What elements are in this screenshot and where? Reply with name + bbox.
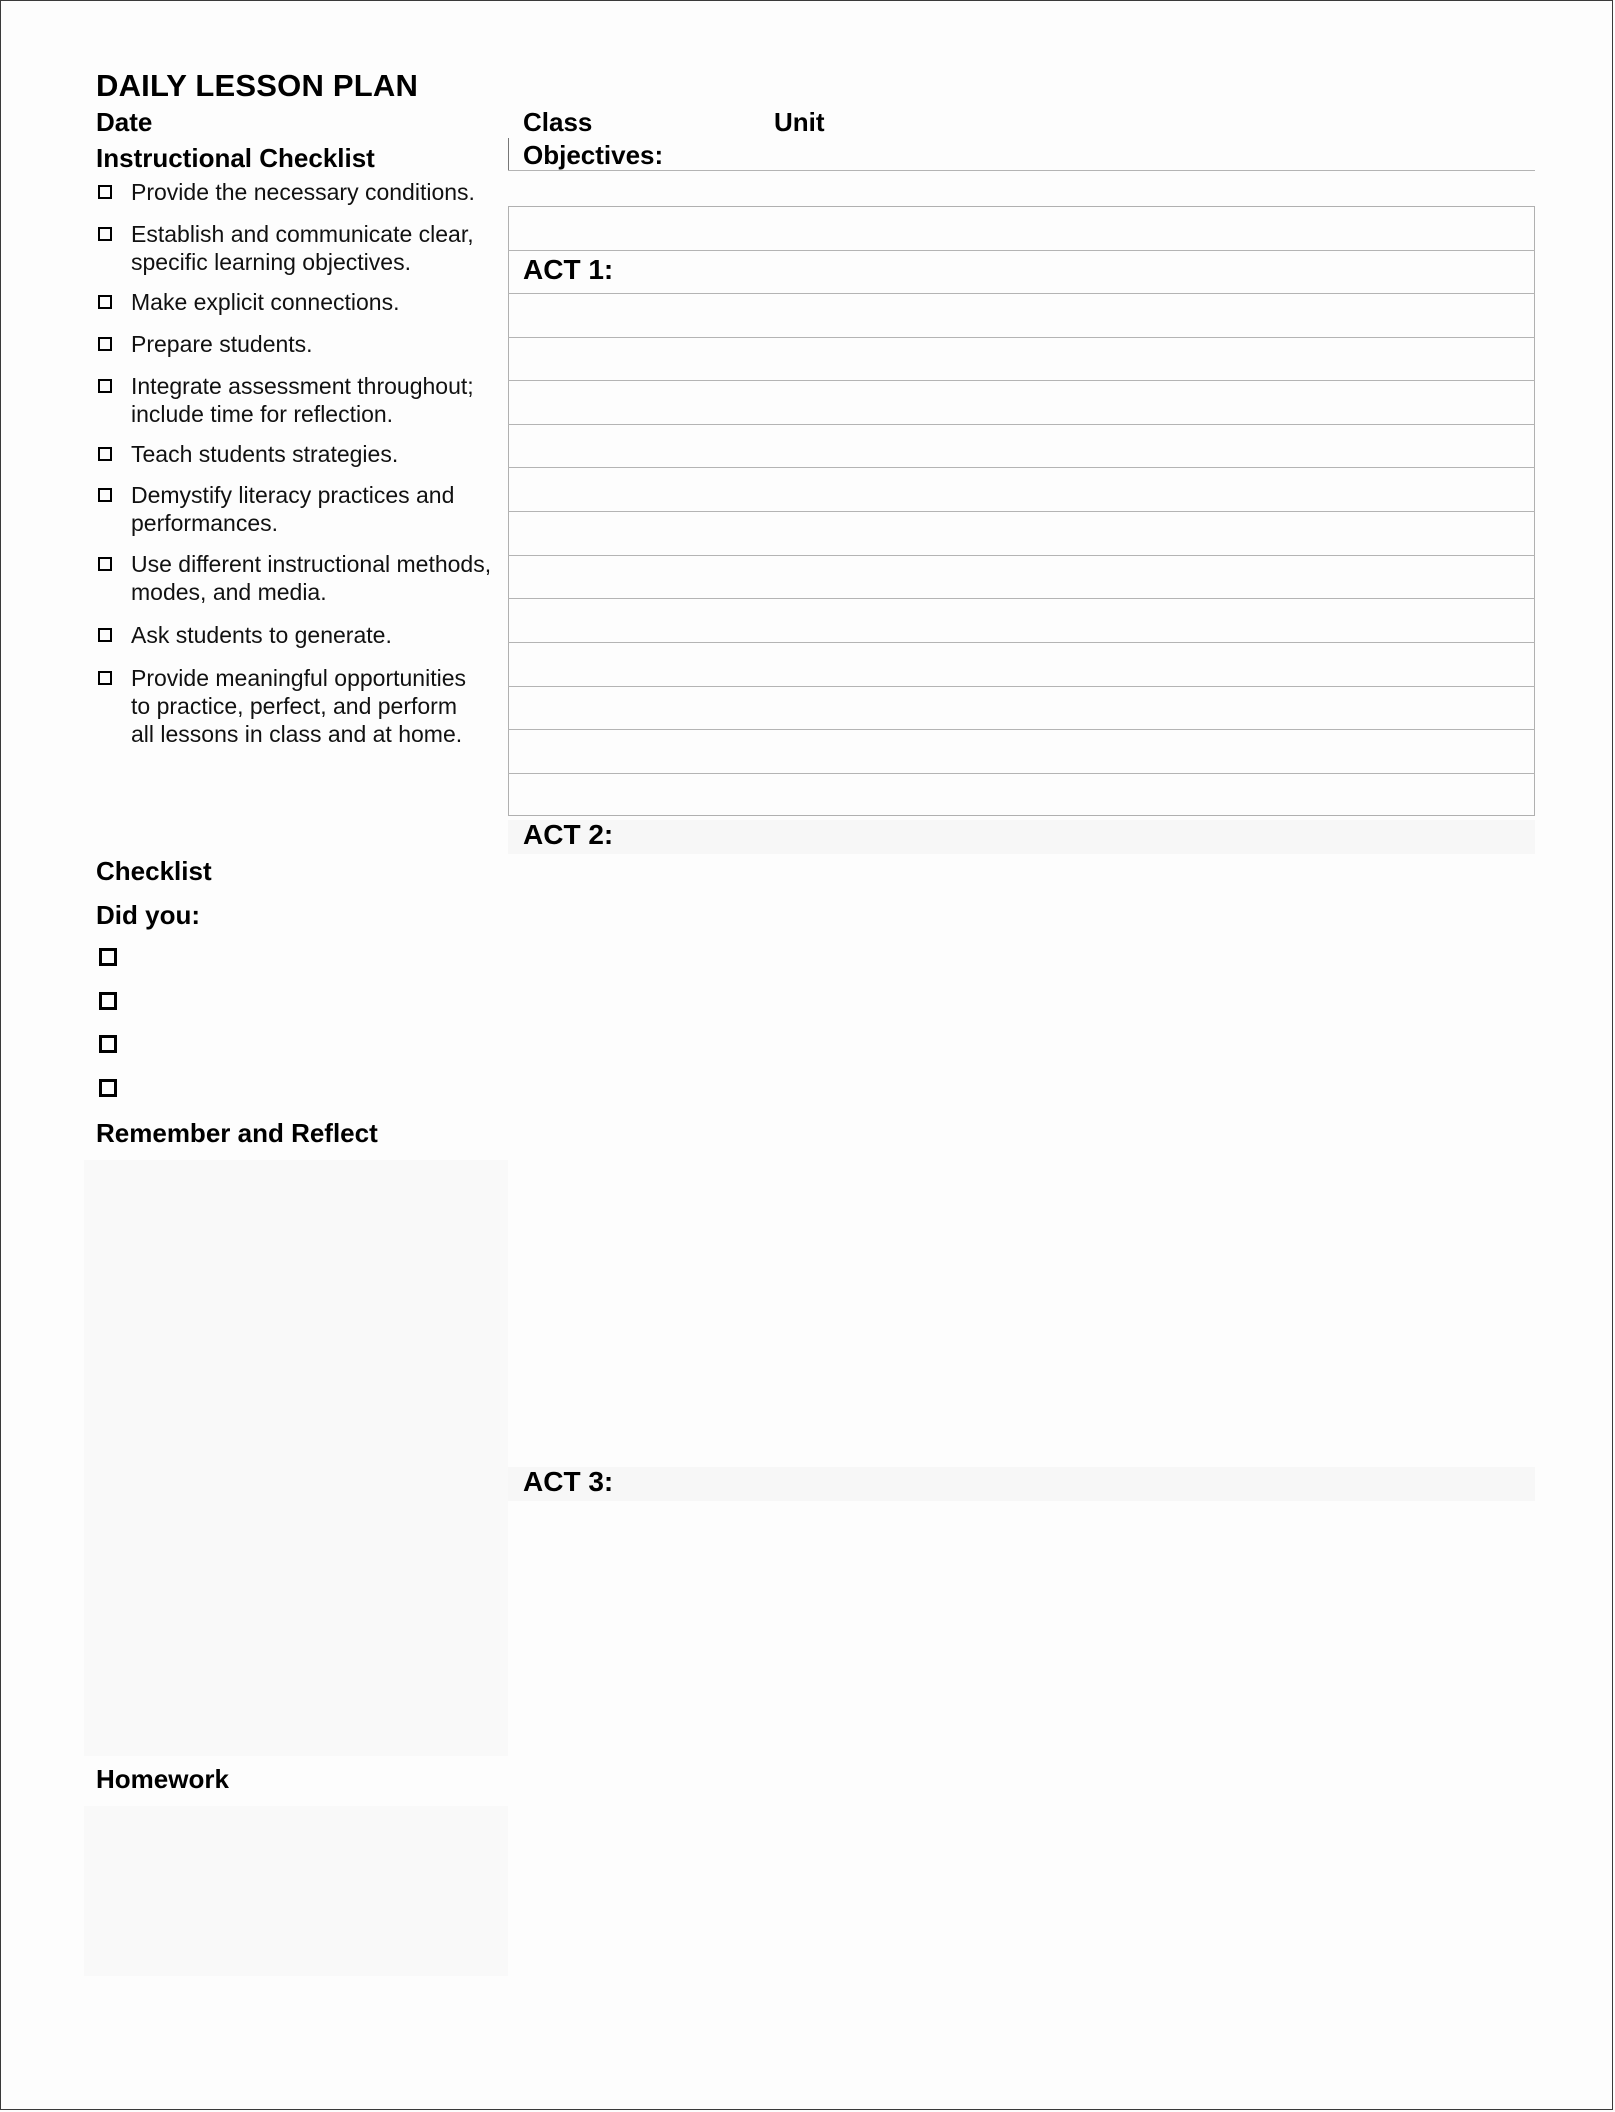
checkbox-icon[interactable] (98, 185, 112, 199)
checklist-item-text: Prepare students. (131, 331, 313, 357)
objectives-rule (508, 170, 1535, 171)
document-title: DAILY LESSON PLAN (96, 68, 419, 103)
checkbox-icon[interactable] (98, 227, 112, 241)
checklist-item-text: Provide meaningful opportunities to practice, perfect, and perform all lessons in class and at home. (131, 665, 466, 747)
checkbox-icon[interactable] (99, 948, 117, 966)
checkbox-icon[interactable] (98, 379, 112, 393)
writing-line (508, 773, 1535, 774)
objectives-divider (508, 138, 509, 170)
checkbox-icon[interactable] (99, 992, 117, 1010)
writing-line (508, 555, 1535, 556)
writing-line (508, 293, 1535, 294)
class-label: Class (523, 107, 593, 137)
instructional-checklist-heading: Instructional Checklist (96, 143, 375, 173)
checklist-item-text: Make explicit connections. (131, 289, 400, 315)
checklist-heading: Checklist (96, 856, 212, 886)
checkbox-icon[interactable] (98, 295, 112, 309)
shade-band (84, 1160, 508, 1756)
shade-band (508, 1467, 1535, 1501)
checklist-item-text: Demystify literacy practices and performances. (131, 482, 455, 536)
checklist-item-text: Establish and communicate clear, specific learning objectives. (131, 221, 474, 275)
checkbox-icon[interactable] (98, 557, 112, 571)
checklist-item-text: Provide the necessary conditions. (131, 179, 475, 205)
checkbox-icon[interactable] (98, 628, 112, 642)
homework-heading: Homework (96, 1764, 229, 1794)
did-you-label: Did you: (96, 900, 200, 930)
act1-label: ACT 1: (523, 254, 614, 285)
checkbox-icon[interactable] (98, 337, 112, 351)
checklist-item-text: Teach students strategies. (131, 441, 399, 467)
checkbox-icon[interactable] (99, 1079, 117, 1097)
writing-line (508, 424, 1535, 425)
writing-line (508, 337, 1535, 338)
writing-line (508, 250, 1535, 251)
checkbox-icon[interactable] (98, 488, 112, 502)
act2-label: ACT 2: (523, 819, 614, 850)
date-label: Date (96, 107, 153, 137)
writing-line (508, 380, 1535, 381)
writing-line (508, 511, 1535, 512)
checkbox-icon[interactable] (98, 447, 112, 461)
writing-line (508, 598, 1535, 599)
checklist-item-text: Use different instructional methods, modes, and media. (131, 551, 492, 605)
remember-reflect-heading: Remember and Reflect (96, 1118, 378, 1148)
unit-label: Unit (774, 107, 825, 137)
objectives-label: Objectives: (523, 140, 664, 170)
checkbox-icon[interactable] (99, 1035, 117, 1053)
shade-band (508, 820, 1535, 854)
writing-line (508, 729, 1535, 730)
checklist-item-text: Integrate assessment throughout; include time for reflection. (131, 373, 474, 427)
act3-label: ACT 3: (523, 1466, 614, 1497)
shade-band (84, 1806, 508, 1976)
writing-line (508, 686, 1535, 687)
checklist-item-text: Ask students to generate. (131, 622, 392, 648)
checkbox-icon[interactable] (98, 671, 112, 685)
writing-line (508, 642, 1535, 643)
writing-line (508, 467, 1535, 468)
